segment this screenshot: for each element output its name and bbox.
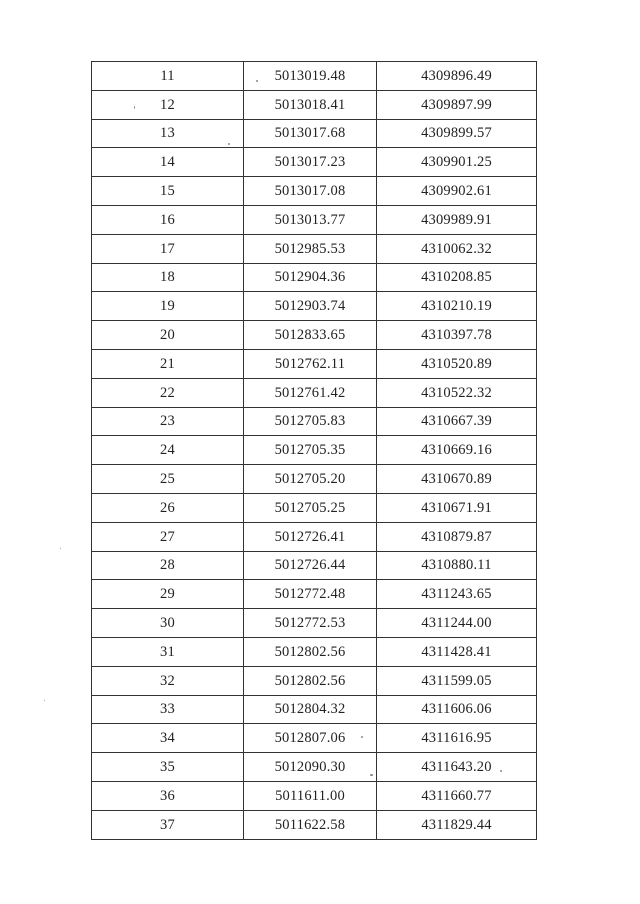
x-coordinate-cell: 5012772.48: [244, 580, 377, 609]
x-coordinate-cell: 5012705.20: [244, 465, 377, 494]
y-coordinate-cell: 4309902.61: [377, 177, 537, 206]
y-coordinate-cell: 4311643.20: [377, 753, 537, 782]
y-coordinate-cell: 4311599.05: [377, 666, 537, 695]
scan-speck: [256, 80, 258, 82]
scan-speck: [500, 770, 502, 772]
x-coordinate-cell: 5012705.83: [244, 407, 377, 436]
table-row: [92, 781, 537, 810]
point-number-cell: 33: [92, 695, 244, 724]
y-coordinate-cell: 4310879.87: [377, 522, 537, 551]
point-number-cell: 13: [92, 119, 244, 148]
point-number-cell: 28: [92, 551, 244, 580]
point-number-cell: 18: [92, 263, 244, 292]
point-number-cell: 29: [92, 580, 244, 609]
y-coordinate-cell: 4310210.19: [377, 292, 537, 321]
scan-speck: [370, 774, 373, 776]
x-coordinate-cell: 5012802.56: [244, 666, 377, 695]
table-row: [92, 62, 537, 91]
y-coordinate-cell: 4311428.41: [377, 637, 537, 666]
table-row: [92, 695, 537, 724]
y-coordinate-cell: 4310208.85: [377, 263, 537, 292]
x-coordinate-cell: 5012772.53: [244, 609, 377, 638]
point-number-cell: 11: [92, 62, 244, 91]
scan-speck: [361, 736, 363, 738]
y-coordinate-cell: 4310670.89: [377, 465, 537, 494]
table-row: [92, 753, 537, 782]
x-coordinate-cell: 5012904.36: [244, 263, 377, 292]
x-coordinate-cell: 5012762.11: [244, 349, 377, 378]
point-number-cell: 26: [92, 493, 244, 522]
point-number-cell: 34: [92, 724, 244, 753]
y-coordinate-cell: 4311243.65: [377, 580, 537, 609]
point-number-cell: 16: [92, 205, 244, 234]
table-row: [92, 522, 537, 551]
y-coordinate-cell: 4310880.11: [377, 551, 537, 580]
x-coordinate-cell: 5011611.00: [244, 781, 377, 810]
y-coordinate-cell: 4311244.00: [377, 609, 537, 638]
y-coordinate-cell: 4311660.77: [377, 781, 537, 810]
point-number-cell: 35: [92, 753, 244, 782]
y-coordinate-cell: 4309989.91: [377, 205, 537, 234]
table-row: [92, 321, 537, 350]
table-row: [92, 465, 537, 494]
table-row: [92, 205, 537, 234]
y-coordinate-cell: 4310671.91: [377, 493, 537, 522]
scan-speck: [134, 106, 135, 109]
table-row: [92, 292, 537, 321]
table-row: [92, 177, 537, 206]
y-coordinate-cell: 4310522.32: [377, 378, 537, 407]
point-number-cell: 14: [92, 148, 244, 177]
scan-speck: [44, 700, 45, 701]
y-coordinate-cell: 4310667.39: [377, 407, 537, 436]
table-row: [92, 551, 537, 580]
table-row: [92, 119, 537, 148]
table-row: [92, 436, 537, 465]
point-number-cell: 17: [92, 234, 244, 263]
y-coordinate-cell: 4309899.57: [377, 119, 537, 148]
coordinate-table-body: [92, 62, 537, 840]
x-coordinate-cell: 5012903.74: [244, 292, 377, 321]
point-number-cell: 25: [92, 465, 244, 494]
point-number-cell: 12: [92, 90, 244, 119]
table-row: [92, 90, 537, 119]
table-row: [92, 493, 537, 522]
table-row: [92, 609, 537, 638]
point-number-cell: 24: [92, 436, 244, 465]
scan-speck: [228, 143, 230, 145]
y-coordinate-cell: 4309901.25: [377, 148, 537, 177]
table-row: [92, 378, 537, 407]
x-coordinate-cell: 5012761.42: [244, 378, 377, 407]
y-coordinate-cell: 4311829.44: [377, 810, 537, 839]
scan-speck: [60, 548, 61, 549]
x-coordinate-cell: 5012705.25: [244, 493, 377, 522]
x-coordinate-cell: 5013017.23: [244, 148, 377, 177]
point-number-cell: 31: [92, 637, 244, 666]
x-coordinate-cell: 5012726.41: [244, 522, 377, 551]
x-coordinate-cell: 5012804.32: [244, 695, 377, 724]
table-row: [92, 810, 537, 839]
point-number-cell: 21: [92, 349, 244, 378]
point-number-cell: 32: [92, 666, 244, 695]
y-coordinate-cell: 4310520.89: [377, 349, 537, 378]
y-coordinate-cell: 4311606.06: [377, 695, 537, 724]
point-number-cell: 37: [92, 810, 244, 839]
x-coordinate-cell: 5012807.06: [244, 724, 377, 753]
x-coordinate-cell: 5012833.65: [244, 321, 377, 350]
y-coordinate-cell: 4311616.95: [377, 724, 537, 753]
y-coordinate-cell: 4309897.99: [377, 90, 537, 119]
table-row: [92, 349, 537, 378]
point-number-cell: 30: [92, 609, 244, 638]
point-number-cell: 19: [92, 292, 244, 321]
x-coordinate-cell: 5013017.68: [244, 119, 377, 148]
point-number-cell: 36: [92, 781, 244, 810]
y-coordinate-cell: 4310062.32: [377, 234, 537, 263]
x-coordinate-cell: 5011622.58: [244, 810, 377, 839]
point-number-cell: 15: [92, 177, 244, 206]
table-row: [92, 407, 537, 436]
x-coordinate-cell: 5013018.41: [244, 90, 377, 119]
x-coordinate-cell: 5012985.53: [244, 234, 377, 263]
y-coordinate-cell: 4310669.16: [377, 436, 537, 465]
point-number-cell: 22: [92, 378, 244, 407]
table-row: [92, 580, 537, 609]
table-row: [92, 263, 537, 292]
y-coordinate-cell: 4310397.78: [377, 321, 537, 350]
x-coordinate-cell: 5013019.48: [244, 62, 377, 91]
point-number-cell: 23: [92, 407, 244, 436]
table-row: [92, 637, 537, 666]
x-coordinate-cell: 5013017.08: [244, 177, 377, 206]
table-row: [92, 666, 537, 695]
point-number-cell: 27: [92, 522, 244, 551]
table-row: [92, 148, 537, 177]
x-coordinate-cell: 5012090.30: [244, 753, 377, 782]
y-coordinate-cell: 4309896.49: [377, 62, 537, 91]
x-coordinate-cell: 5012726.44: [244, 551, 377, 580]
x-coordinate-cell: 5013013.77: [244, 205, 377, 234]
x-coordinate-cell: 5012802.56: [244, 637, 377, 666]
table-row: [92, 234, 537, 263]
x-coordinate-cell: 5012705.35: [244, 436, 377, 465]
coordinate-table: [91, 61, 537, 840]
table-row: [92, 724, 537, 753]
point-number-cell: 20: [92, 321, 244, 350]
